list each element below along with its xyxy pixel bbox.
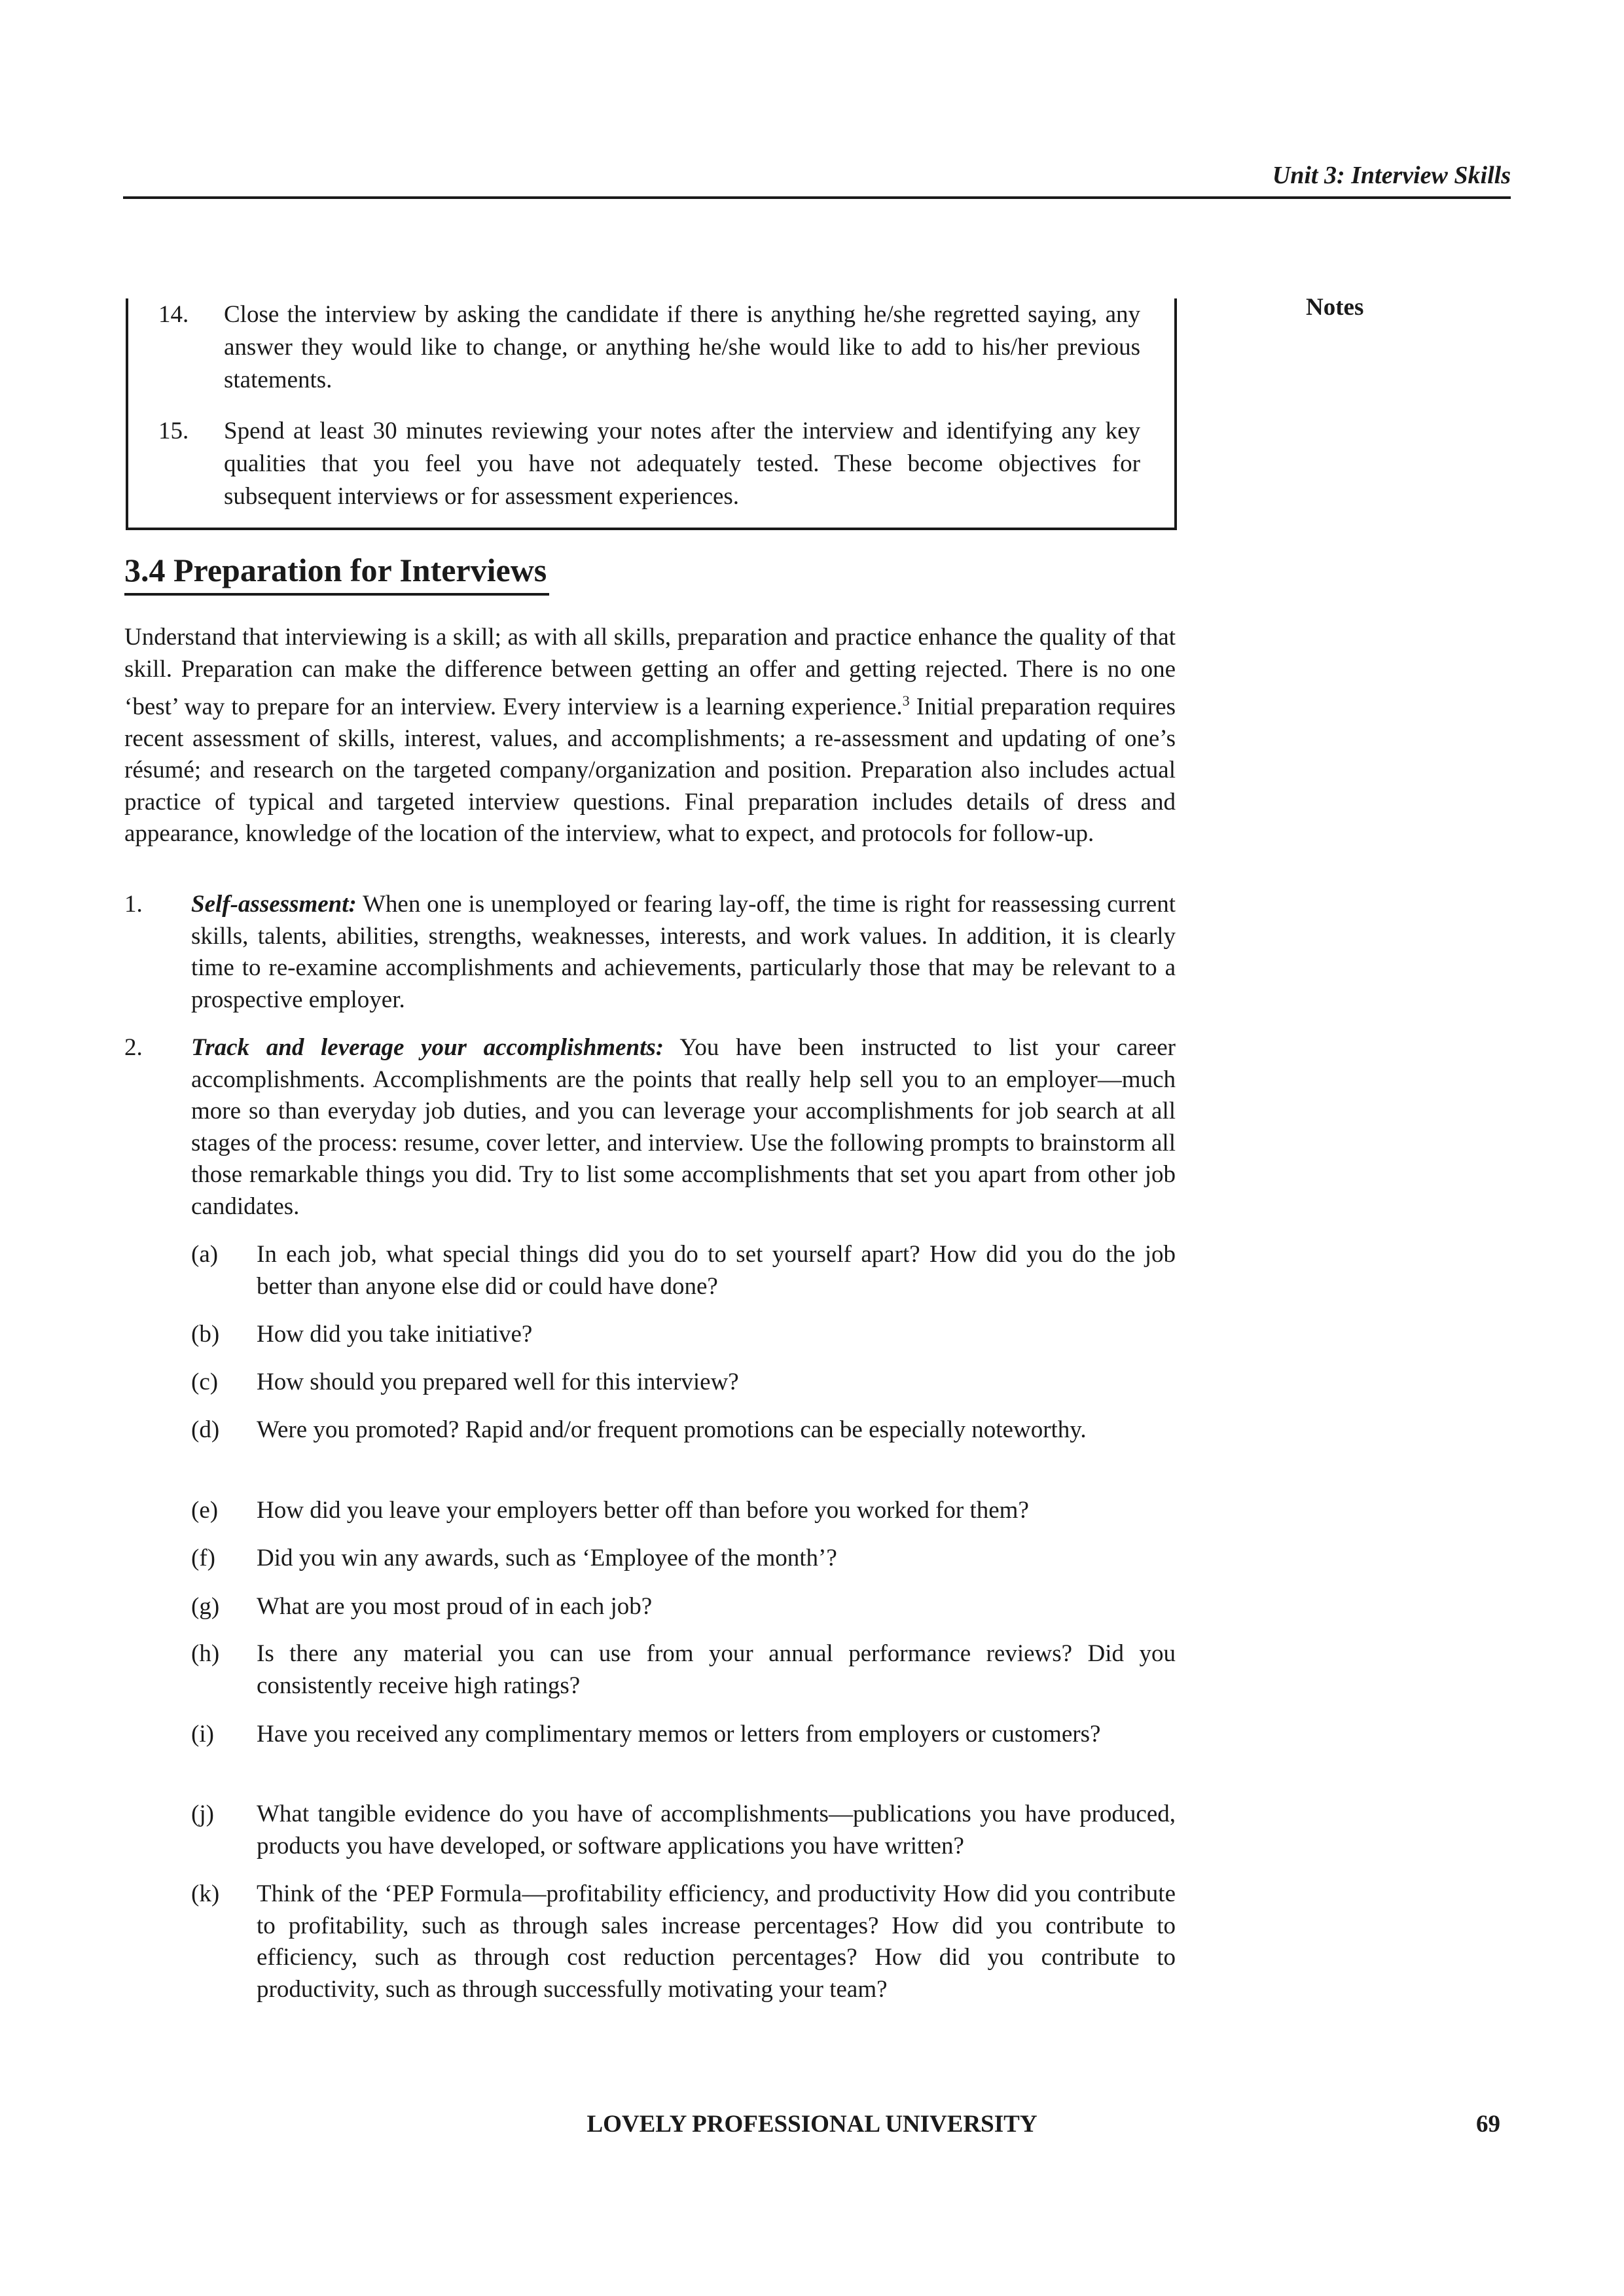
intro-text-part-2: Initial preparation requires recent assessment of skills, interest, values, and accomplishments; a re-assessment and updating of one’s résumé; and research on the targeted company/organization and position. Preparation also includes actual practice of typical and targeted interview questions. Final preparation includes details of dress and appearance, knowledge of the location of the interview, what to expect, and protocols for follow-up. (124, 693, 1176, 848)
list-item-number: 2. (124, 1034, 143, 1061)
sub-item-e (191, 1495, 1176, 1527)
sub-item-g (191, 1591, 1176, 1623)
page-number: 69 (1476, 2111, 1500, 2138)
sub-item-text: How did you leave your employers better off than before you worked for them? (257, 1497, 1029, 1524)
intro-text-part-1: Understand that interviewing is a skill; as with all skills, preparation and practice enhance the quality of that skill. Preparation can make the difference between getting an offer and getting rejected. There is no one ‘best’ way to prepare for an interview. Every interview is a learning experience. (124, 624, 1176, 721)
sub-item-label: (f) (191, 1545, 215, 1571)
list-item-term: Self-assessment: (191, 891, 357, 918)
list-item-text: You have been instructed to list your career accomplishments. Accomplishments are the points that really help sell you to an employer—much more so than everyday job duties, and you can leverage your accomplishments for job search at all stages of the process: resume, cover letter, and interview. Use the following prompts to brainstorm all those remarkable things you did. Try to list some accomplishments that set you apart from other job candidates. (191, 1034, 1176, 1220)
intro-paragraph (124, 622, 1176, 850)
sub-item-label: (a) (191, 1241, 219, 1268)
box-item-number: 15. (158, 418, 189, 444)
footnote-reference: 3 (902, 692, 910, 709)
sub-item-label: (i) (191, 1721, 214, 1748)
sub-item-text: In each job, what special things did you do to set yourself apart? How did you do the job better than anyone else did or could have done? (257, 1241, 1176, 1300)
box-item-text: Close the interview by asking the candidate if there is anything he/she regretted saying, any answer they would like to change, or anything he/she would like to add to his/her previous statements. (224, 301, 1140, 393)
sub-item-h (191, 1638, 1176, 1702)
sub-item-j (191, 1799, 1176, 1862)
list-item-self-assessment (124, 889, 1176, 1016)
sub-item-label: (j) (191, 1801, 214, 1827)
sub-item-label: (h) (191, 1640, 220, 1667)
sub-item-text: Have you received any complimentary memos or letters from employers or customers? (257, 1721, 1101, 1748)
sub-item-f (191, 1543, 1176, 1575)
list-item-track-accomplishments (124, 1032, 1176, 1223)
sub-item-a (191, 1239, 1176, 1302)
list-item-term: Track and leverage your accomplishments: (191, 1034, 664, 1061)
sub-item-k (191, 1878, 1176, 2005)
list-item-text: When one is unemployed or fearing lay-off, the time is right for reassessing current skills, talents, abilities, strengths, weaknesses, interests, and work values. In addition, it is clearly time to re-examine accomplishments and achievements, particularly those that may be relevant to a prospective employer. (191, 891, 1176, 1013)
sub-item-i (191, 1719, 1176, 1751)
box-item-15 (158, 415, 1140, 513)
sub-item-label: (b) (191, 1321, 220, 1348)
sub-item-label: (k) (191, 1880, 220, 1907)
sub-item-label: (c) (191, 1369, 219, 1395)
box-item-14 (158, 298, 1140, 397)
sub-item-text: Is there any material you can use from your annual performance reviews? Did you consistently receive high ratings? (257, 1640, 1176, 1699)
sub-item-c (191, 1367, 1176, 1399)
sub-item-text: What are you most proud of in each job? (257, 1593, 653, 1620)
section-heading: 3.4 Preparation for Interviews (124, 547, 549, 596)
sub-item-text: Were you promoted? Rapid and/or frequent promotions can be especially noteworthy. (257, 1416, 1087, 1443)
sub-item-label: (e) (191, 1497, 219, 1524)
sub-item-text: How did you take initiative? (257, 1321, 533, 1348)
sub-item-label: (d) (191, 1416, 220, 1443)
running-head: Unit 3: Interview Skills (123, 161, 1511, 199)
box-item-text: Spend at least 30 minutes reviewing your notes after the interview and identifying any key qualities that you feel you have not adequately tested. These become objectives for subsequent interviews or for assessment experiences. (224, 418, 1140, 510)
box-item-number: 14. (158, 301, 189, 328)
sub-item-text: How should you prepared well for this interview? (257, 1369, 739, 1395)
footer-university: LOVELY PROFESSIONAL UNIVERSITY (586, 2111, 1038, 2138)
notes-margin-label: Notes (1306, 294, 1364, 321)
sub-item-d (191, 1414, 1176, 1446)
boxed-list (126, 298, 1177, 530)
list-item-number: 1. (124, 891, 143, 918)
sub-item-text: What tangible evidence do you have of accomplishments—publications you have produced, products you have developed, or software applications you have written? (257, 1801, 1176, 1859)
sub-item-text: Did you win any awards, such as ‘Employee of the month’? (257, 1545, 837, 1571)
sub-item-b (191, 1319, 1176, 1351)
sub-item-text: Think of the ‘PEP Formula—profitability efficiency, and productivity How did you contribute to profitability, such as through sales increase percentages? How did you contribute to efficiency, such as through cost reduction percentages? How did you contribute to productivity, such as through successfully motivating your team? (257, 1880, 1176, 2003)
sub-item-label: (g) (191, 1593, 220, 1620)
